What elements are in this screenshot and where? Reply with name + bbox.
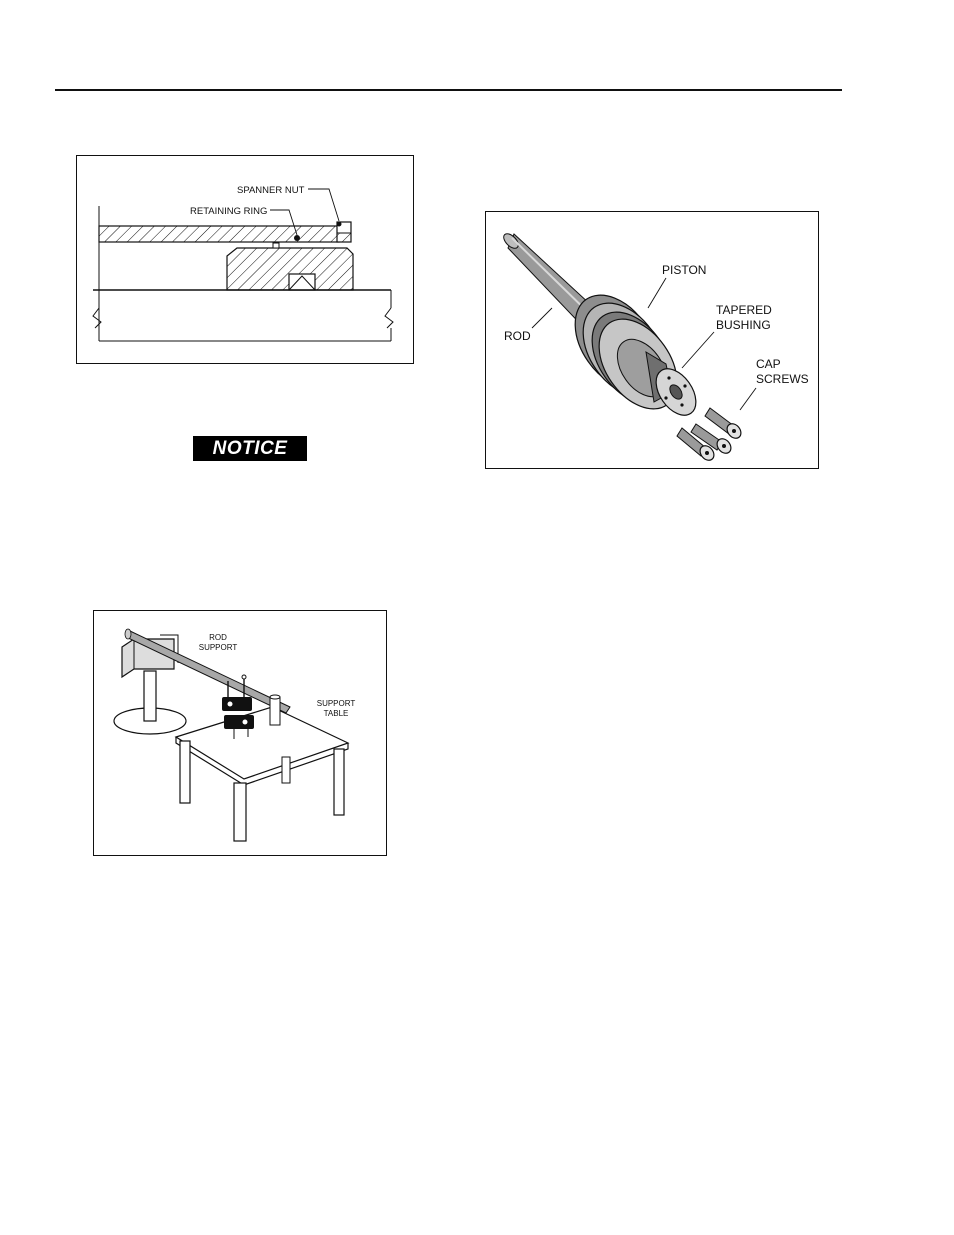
header-rule bbox=[55, 89, 842, 91]
piston-rod-diagram bbox=[486, 212, 820, 470]
tapered-bushing-label-1: TAPERED bbox=[716, 303, 772, 317]
spanner-nut-diagram bbox=[77, 156, 415, 365]
support-table-figure bbox=[93, 610, 387, 856]
rod-support-label-2: SUPPORT bbox=[198, 643, 238, 652]
spanner-nut-label: SPANNER NUT bbox=[237, 185, 305, 196]
spanner-nut-figure bbox=[76, 155, 414, 364]
tapered-bushing-label-2: BUSHING bbox=[716, 318, 771, 332]
piston-rod-figure bbox=[485, 211, 819, 469]
cap-screws-label-1: CAP bbox=[756, 357, 781, 371]
rod-support-label-1: ROD bbox=[209, 633, 227, 642]
retaining-ring-label: RETAINING RING bbox=[190, 206, 268, 217]
rod-label: ROD bbox=[504, 329, 531, 343]
support-table-label-1: SUPPORT bbox=[316, 699, 356, 708]
notice-badge: NOTICE bbox=[193, 436, 307, 461]
cap-screws-label-2: SCREWS bbox=[756, 372, 809, 386]
piston-label: PISTON bbox=[662, 263, 707, 277]
support-table-label-2: TABLE bbox=[323, 709, 349, 718]
support-table-diagram bbox=[94, 611, 388, 857]
